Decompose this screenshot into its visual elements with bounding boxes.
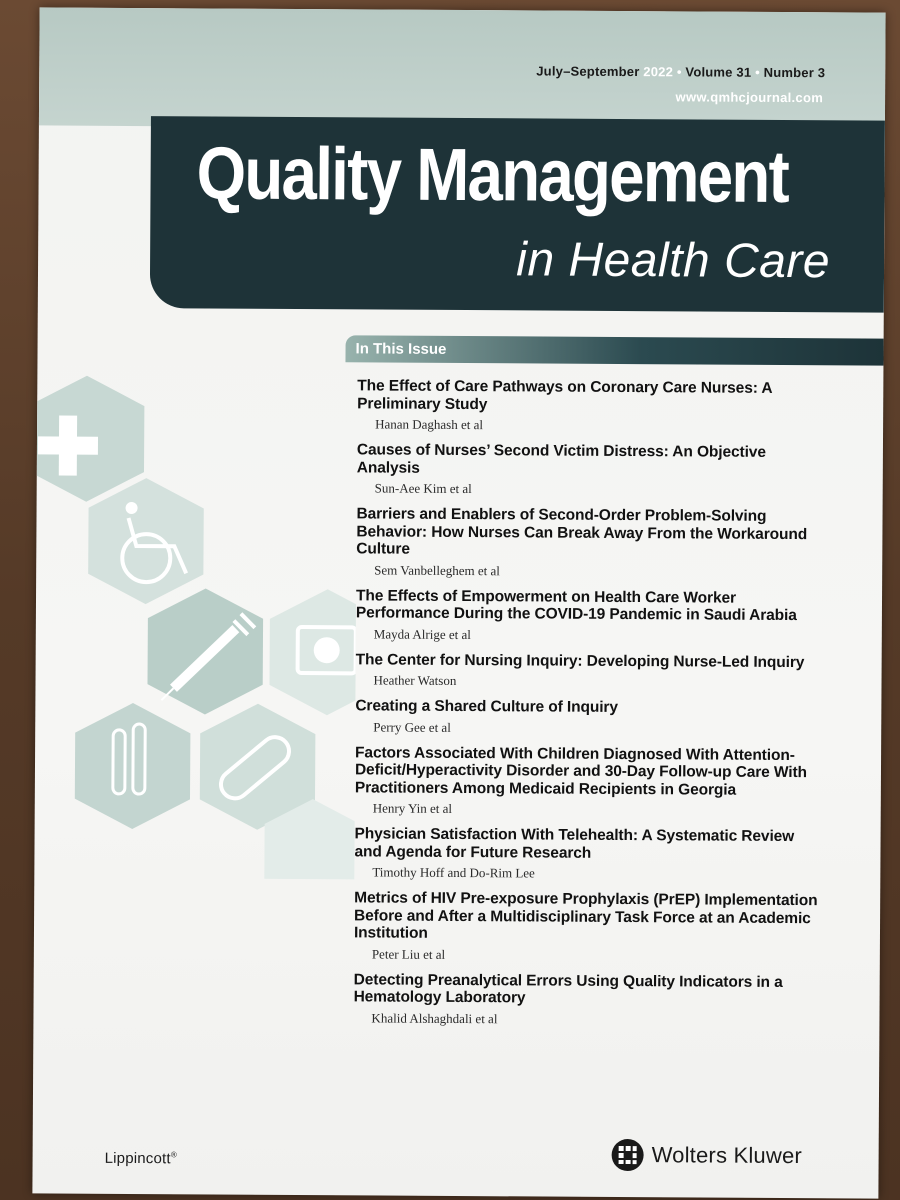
article-title: Barriers and Enablers of Second-Order Problem-Solving Behavior: How Nurses Can Break Away From the Workaround Culture	[356, 505, 808, 558]
article-title: Metrics of HIV Pre-exposure Prophylaxis (PrEP) Implementation Before and After a Multidisciplinary Task Force at an Academic Institution	[353, 889, 818, 942]
toc-article[interactable]	[355, 697, 825, 737]
issue-dates: July–September	[536, 63, 640, 80]
test-tubes-icon	[75, 703, 191, 830]
first-aid-kit-icon	[269, 589, 357, 716]
toc-article[interactable]	[357, 441, 827, 499]
toc-article[interactable]	[353, 971, 823, 1029]
issue-year: 2022	[643, 64, 674, 80]
top-band	[39, 7, 886, 130]
toc-article[interactable]	[357, 377, 827, 435]
article-authors: Sun-Aee Kim et al	[374, 480, 472, 497]
masthead	[150, 116, 885, 312]
toc-article[interactable]	[356, 587, 826, 645]
in-this-issue-heading: In This Issue	[355, 340, 447, 358]
syringe-icon	[147, 588, 263, 715]
toc-article[interactable]	[355, 744, 825, 819]
article-title: The Effects of Empowerment on Health Care Worker Performance During the COVID-19 Pandemic in Saudi Arabia	[355, 586, 797, 625]
article-authors: Heather Watson	[373, 672, 457, 688]
article-authors: Henry Yin et al	[372, 800, 453, 816]
article-title: Detecting Preanalytical Errors Using Quality Indicators in a Hematology Laboratory	[353, 970, 783, 1007]
journal-title: Quality Management	[196, 131, 789, 219]
toc-article[interactable]	[354, 825, 824, 883]
lippincott-logo: Lippincott®	[104, 1149, 177, 1168]
issue-number: Number 3	[763, 64, 826, 81]
article-title: The Center for Nursing Inquiry: Developing Nurse-Led Inquiry	[355, 650, 805, 671]
article-authors: Khalid Alshaghdali et al	[371, 1009, 498, 1026]
wolters-kluwer-icon	[611, 1138, 645, 1172]
toc-article[interactable]	[355, 651, 825, 691]
article-authors: Hanan Daghash et al	[375, 416, 484, 433]
article-title: Creating a Shared Culture of Inquiry	[355, 697, 618, 716]
article-authors: Sem Vanbelleghem et al	[374, 561, 501, 578]
hexagon-icon-pattern	[34, 357, 357, 879]
article-authors: Timothy Hoff and Do-Rim Lee	[372, 864, 535, 881]
issue-line: July–September 2022 • Volume 31 • Number 3	[536, 63, 826, 81]
article-title: Physician Satisfaction With Telehealth: A Systematic Review and Agenda for Future Research	[354, 825, 795, 862]
medical-cross-icon	[34, 375, 144, 502]
article-title: Factors Associated With Children Diagnosed With Attention-Deficit/Hyperactivity Disorder and 30-Day Follow-up Care With Practitioners Among Medicaid Recipients in Georgia	[354, 743, 807, 799]
toc-article[interactable]	[356, 505, 826, 580]
wheelchair-icon	[88, 478, 204, 605]
article-title: The Effect of Care Pathways on Coronary Care Nurses: A Preliminary Study	[357, 377, 773, 413]
wolters-kluwer-logo	[611, 1137, 803, 1174]
toc-article[interactable]	[354, 889, 824, 964]
article-authors: Peter Liu et al	[371, 945, 446, 962]
journal-url: www.qmhcjournal.com	[675, 89, 824, 106]
journal-subtitle: in Health Care	[516, 233, 831, 289]
issue-volume: Volume 31	[685, 64, 752, 80]
article-title: Causes of Nurses’ Second Victim Distress: An Objective Analysis	[356, 441, 766, 477]
table-of-contents	[353, 377, 827, 1037]
article-authors: Mayda Alrige et al	[373, 625, 471, 642]
wolters-kluwer-wordmark: Wolters Kluwer	[651, 1142, 803, 1169]
in-this-issue-bar	[345, 335, 883, 365]
journal-cover	[32, 7, 885, 1198]
article-authors: Perry Gee et al	[373, 718, 451, 735]
